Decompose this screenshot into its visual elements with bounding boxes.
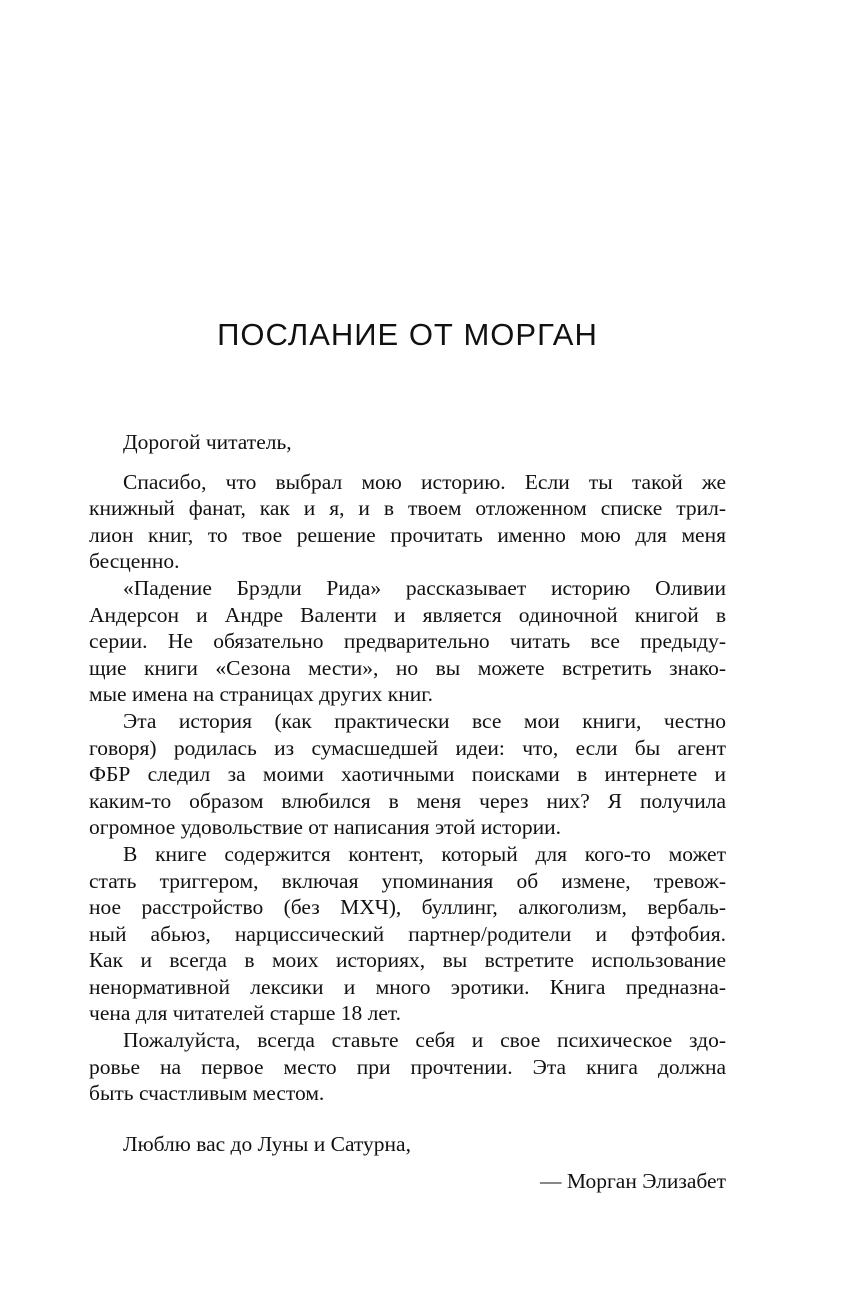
text-line: Дорогой читатель,	[123, 430, 292, 454]
text-line: лион книг, то твое решение прочитать именно мою для меня	[89, 522, 726, 547]
text-line: ровье на первое место при прочтении. Эта книга должна	[89, 1054, 726, 1079]
text-line: «Падение Брэдли Рида» рассказывает историю Оливии	[123, 575, 726, 600]
text-line: чена для читателей старше 18 лет.	[89, 1001, 402, 1026]
text-line: стать триггером, включая упоминания об измене, тревож-	[89, 868, 726, 893]
text-line: Андерсон и Андре Валенти и является одиночной книгой в	[89, 602, 726, 627]
paragraph	[89, 429, 726, 456]
paragraph	[89, 469, 726, 575]
paragraph	[89, 1027, 726, 1107]
paragraphs-container	[89, 429, 726, 1157]
text-line: говоря) родилась из сумасшедшей идеи: что, если бы агент	[89, 735, 726, 760]
text-line: книжный фанат, как и я, и в твоем отложенном списке трил-	[89, 496, 726, 521]
text-line: быть счастливым местом.	[89, 1081, 325, 1106]
paragraph	[89, 841, 726, 1027]
letter-body	[89, 429, 726, 1195]
text-line: Пожалуйста, всегда ставьте себя и свое психическое здо-	[123, 1028, 726, 1053]
text-line: огромное удовольствие от написания этой истории.	[89, 815, 561, 840]
text-line: ное расстройство (без МХЧ), буллинг, алкоголизм, вербаль-	[89, 895, 726, 920]
signature: — Морган Элизабет	[540, 1169, 726, 1194]
text-line: Люблю вас до Луны и Сатурна,	[123, 1131, 411, 1156]
text-line: ФБР следил за моими хаотичными поисками в интернете и	[89, 762, 726, 787]
chapter-title: ПОСЛАНИЕ ОТ МОРГАН	[217, 317, 598, 352]
text-line: бесценно.	[89, 549, 180, 574]
paragraph	[89, 575, 726, 708]
text-line: ненормативной лексики и много эротики. Книга предназна-	[89, 974, 726, 999]
text-line: мые имена на страницах других книг.	[89, 682, 433, 707]
text-line: ный абьюз, нарциссический партнер/родители и фэтфобия.	[89, 921, 726, 946]
text-line: каким-то образом влюбился в меня через них? Я получила	[89, 788, 726, 813]
text-line: В книге содержится контент, который для кого-то может	[123, 841, 726, 866]
text-line: Как и всегда в моих историях, вы встретите использование	[89, 948, 726, 973]
text-line: серии. Не обязательно предварительно читать все предыду-	[89, 629, 726, 654]
text-line: Эта история (как практически все мои книги, честно	[123, 708, 726, 733]
text-line: щие книги «Сезона мести», но вы можете встретить знако-	[89, 655, 726, 680]
text-line: Спасибо, что выбрал мою историю. Если ты такой же	[123, 469, 726, 494]
paragraph	[89, 708, 726, 841]
paragraph	[89, 1131, 726, 1158]
